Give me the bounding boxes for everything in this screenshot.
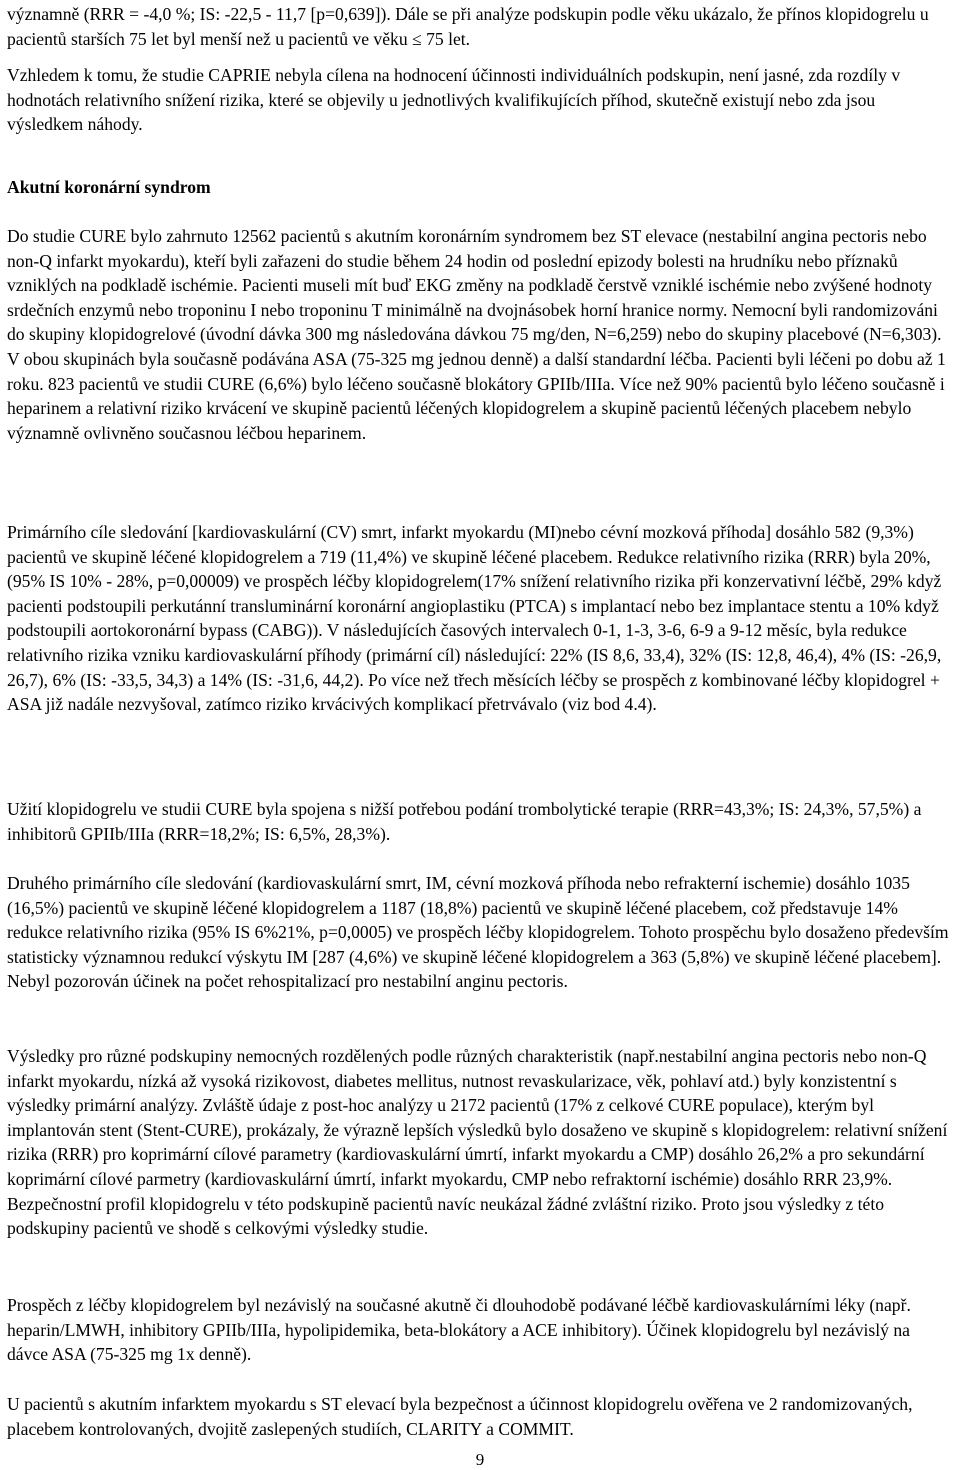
paragraph-concomitant-medication: Prospěch z léčby klopidogrelem byl nezávislý na současné akutně či dlouhodobě podávané léčbě kardiovaskulárními léky (např. heparin/LMWH, inhibitory GPIIb/IIIa, hypolipidemika, beta-blokátory a ACE inhibitory). Účinek klopidogrelu byl nezávislý na dávce ASA (75-325 mg 1x denně).	[7, 1295, 911, 1365]
section-heading-acute-coronary-syndrome: Akutní koronární syndrom	[7, 177, 211, 197]
paragraph-caprie-subgroups: Vzhledem k tomu, že studie CAPRIE nebyla cílena na hodnocení účinnosti individuálních podskupin, není jasné, zda rozdíly v hodnotách relativního snížení rizika, které se objevily u jednotlivých kvalifikujících příhod, skutečně existují nebo zda jsou výsledkem náhody.	[7, 65, 901, 135]
paragraph-cure-study-design: Do studie CURE bylo zahrnuto 12562 pacientů s akutním koronárním syndromem bez ST elevace (nestabilní angina pectoris nebo non-Q infarkt myokardu), kteří byli zařazeni do studie během 24 hodin od poslední epizody bolesti na hrudníku nebo příznaků vzniklých na podkladě ischémie. Pacienti museli mít buď EKG změny na podkladě čerstvě vzniklé ischémie nebo zvýšené hodnoty srdečních enzymů nebo troponinu I nebo troponinu T minimálně na dvojnásobek horní hranice normy. Nemocní byli randomizováni do skupiny klopidogrelové (úvodní dávka 300 mg následována dávkou 75 mg/den, N=6,259) nebo do skupiny placebové (N=6,303). V obou skupinách byla současně podávána ASA (75-325 mg jednou denně) a další standardní léčba. Pacienti byli léčeni po dobu až 1 roku. 823 pacientů ve studii CURE (6,6%) bylo léčeno současně blokátory GPIIb/IIIa. Více než 90% pacientů bylo léčeno současně i heparinem a relativní riziko krvácení ve skupině pacientů léčených klopidogrelem a skupině pacientů léčených placebem nebylo významně ovlivněno současnou léčbou heparinem.	[7, 226, 946, 443]
paragraph-thrombolytic-use: Užití klopidogrelu ve studii CURE byla spojena s nižší potřebou podání trombolytické terapie (RRR=43,3%; IS: 24,3%, 57,5%) a inhibitorů GPIIb/IIIa (RRR=18,2%; IS: 6,5%, 28,3%).	[7, 799, 922, 844]
paragraph-second-primary-endpoint: Druhého primárního cíle sledování (kardiovaskulární smrt, IM, cévní mozková příhoda nebo refrakterní ischemie) dosáhlo 1035 (16,5%) pacientů ve skupině léčené klopidogrelem a 1187 (18,8%) pacientů ve skupině léčené placebem, což představuje 14% redukce relativního rizika (95% IS 6%21%, p=0,0005) ve prospěch léčby klopidogrelem. Tohoto prospěchu bylo dosaženo především statisticky významnou redukcí výskytu IM [287 (4,6%) ve skupině léčené klopidogrelem a 363 (5,8%) ve skupině léčené placebem]. Nebyl pozorován účinek na počet rehospitalizací pro nestabilní anginu pectoris.	[7, 873, 949, 992]
paragraph-stemi-studies: U pacientů s akutním infarktem myokardu s ST elevací byla bezpečnost a účinnost klopidogrelu ověřena ve 2 randomizovaných, placebem kontrolovaných, dvojitě zaslepených studiích, CLARITY a COMMIT.	[7, 1394, 913, 1439]
paragraph-primary-endpoint: Primárního cíle sledování [kardiovaskulární (CV) smrt, infarkt myokardu (MI)nebo cévní mozková příhoda] dosáhlo 582 (9,3%) pacientů ve skupině léčené klopidogrelem a 719 (11,4%) ve skupině léčené placebem. Redukce relativního rizika (RRR) byla 20%, (95% IS 10% - 28%, p=0,00009) ve prospěch léčby klopidogrelem(17% snížení relativního rizika při konzervativní léčbě, 29% když pacienti podstoupili perkutánní transluminární koronární angioplastiku (PTCA) s implantací nebo bez implantace stentu a 10% když podstoupili aortokoronární bypass (CABG)). V následujících časových intervalech 0-1, 1-3, 3-6, 6-9 a 9-12 měsíc, byla redukce relativního rizika vzniku kardiovaskulární příhody (primární cíl) následující: 22% (IS 8,6, 33,4), 32% (IS: 12,8, 46,4), 4% (IS: -26,9, 26,7), 6% (IS: -33,5, 34,3) a 14% (IS: -31,6, 44,2). Po více než třech měsících léčby se prospěch z kombinované léčby klopidogrel + ASA již nadále nezvyšoval, zatímco riziko krvácivých komplikací přetrvávalo (viz bod 4.4).	[7, 522, 942, 715]
page-number: 9	[475, 1450, 485, 1469]
paragraph-subgroup-results: Výsledky pro různé podskupiny nemocných rozdělených podle různých charakteristik (např.nestabilní angina pectoris nebo non-Q infarkt myokardu, nízká až vysoká rizikovost, diabetes mellitus, nutnost revaskularizace, věk, pohlaví atd.) byly konzistentní s výsledky primární analýzy. Zvláště údaje z post-hoc analýzy u 2172 pacientů (17% z celkové CURE populace), kterým byl implantován stent (Stent-CURE), prokázaly, že výrazně lepších výsledků bylo dosaženo ve skupině s klopidogrelem: relativní snížení rizika (RRR) pro koprimární cílové parametry (kardiovaskulární úmrtí, infarkt myokardu a CMP) dosáhlo 26,2% a pro sekundární koprimární cílové parmetry (kardiovaskulární úmrtí, infarkt myokardu, CMP nebo refraktorní ischémie) dosáhlo RRR 23,9%. Bezpečnostní profil klopidogrelu v této podskupině pacientů navíc neukázal žádné zvláštní riziko. Proto jsou výsledky z této podskupiny pacientů ve shodě s celkovými výsledky studie.	[7, 1046, 948, 1239]
paragraph-caprie-age-analysis: významně (RRR = -4,0 %; IS: -22,5 - 11,7 [p=0,639]). Dále se při analýze podskupin podle věku ukázalo, že přínos klopidogrelu u pacientů starších 75 let byl menší než u pacientů ve věku ≤ 75 let.	[7, 4, 929, 49]
